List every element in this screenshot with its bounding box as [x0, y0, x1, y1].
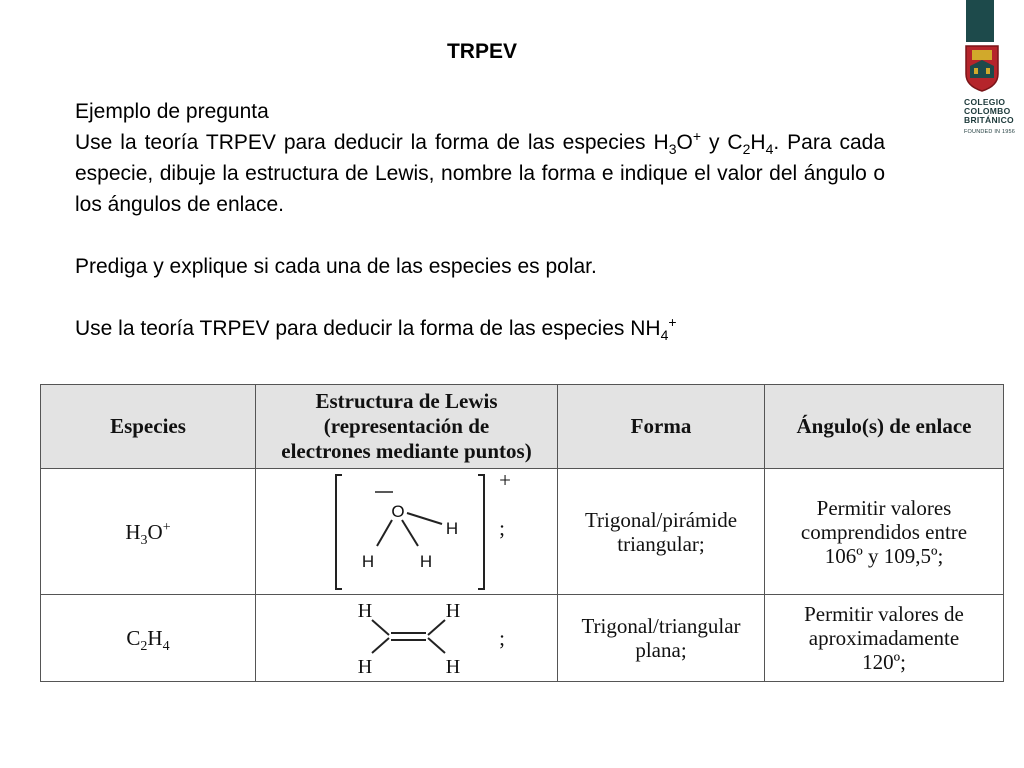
- charge-sign: +: [499, 469, 511, 492]
- school-logo: [962, 0, 1018, 145]
- slide-title: TRPEV: [446, 40, 517, 63]
- shield-icon: [964, 44, 1000, 92]
- header-species: Especies: [41, 385, 256, 469]
- question-3: Use la teoría TRPEV para deducir la forma de las especies $NH_4^+$: [75, 314, 677, 344]
- question-1: Use la teoría TRPEV para deducir la forma de las especies $H_3O^+$ y $C_2H_4$. Para cada especie, dibuje la estructura de Lewis, nombre la forma e indique el valor del ángulo o los ángulos de enlace.: [75, 128, 885, 216]
- header-lewis: Estructura de Lewis (representación de electrones mediante puntos): [256, 385, 558, 469]
- lewis-atom-h: H: [445, 600, 461, 622]
- lewis-atom-o: O: [391, 502, 405, 521]
- table-row-shape: Trigonal/triangular plana;: [558, 595, 765, 681]
- table-row-species: $H_3O^+$: [41, 469, 256, 595]
- lewis-structure-c2h4: [256, 595, 558, 681]
- lewis-atom-h: H: [445, 519, 459, 538]
- header-angles: Ángulo(s) de enlace: [765, 385, 1003, 469]
- table-row-shape: Trigonal/pirámide triangular;: [558, 469, 765, 595]
- lewis-atom-h: H: [357, 600, 373, 622]
- question-text: [75, 96, 885, 344]
- semicolon: ;: [499, 626, 505, 650]
- table-row-angles: Permitir valores comprendidos entre 106º y 109,5º;: [765, 469, 1003, 595]
- lewis-atom-h: H: [419, 552, 433, 571]
- semicolon: ;: [499, 516, 505, 540]
- question-2: Prediga y explique si cada una de las especies es polar.: [75, 255, 597, 278]
- table-row-angles: Permitir valores de aproximadamente 120º;: [804, 602, 964, 674]
- table-row-species: $C_2H_4$: [41, 595, 256, 681]
- lewis-atom-h: H: [445, 656, 461, 678]
- example-label: Ejemplo de pregunta: [75, 100, 269, 123]
- logo-wordmark: COLEGIO COLOMBO BRITÁNICO FOUNDED IN 1956: [964, 97, 1015, 135]
- lewis-structure-h3o: [256, 469, 558, 595]
- header-shape: Forma: [558, 385, 765, 469]
- vsepr-table: [40, 384, 1004, 682]
- lewis-atom-h: H: [357, 656, 373, 678]
- lewis-atom-h: H: [361, 552, 375, 571]
- logo-bar: [966, 0, 994, 42]
